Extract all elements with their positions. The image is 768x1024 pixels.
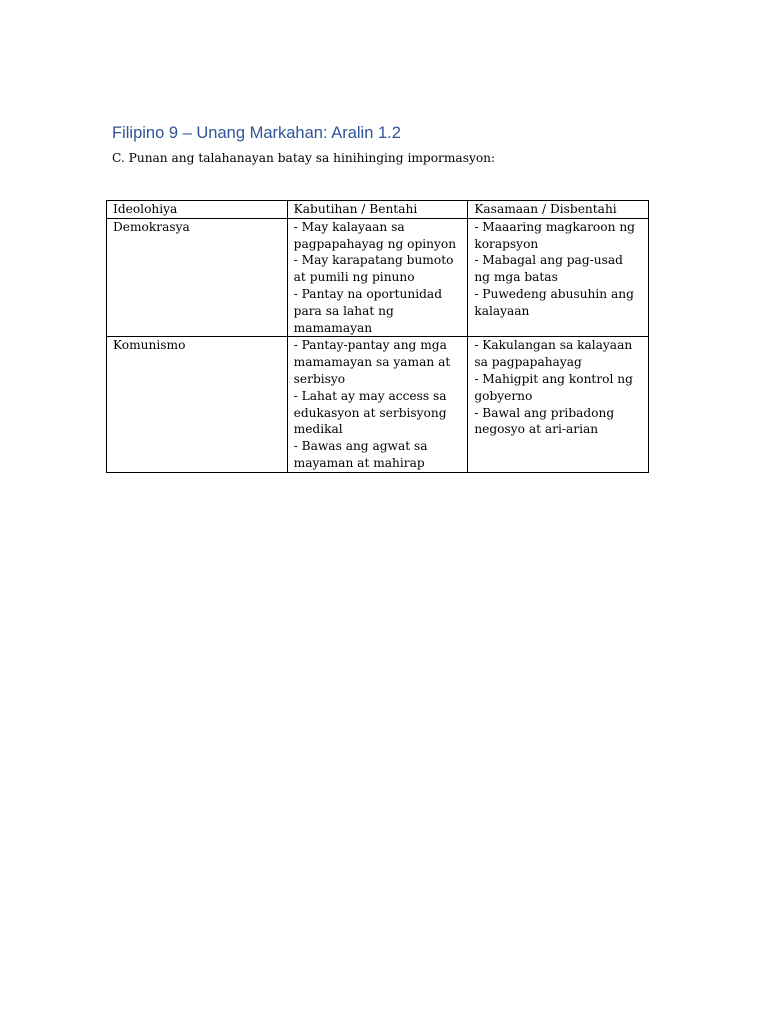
disadvantage-item: - Mabagal ang pag-usad ng mga batas (474, 253, 623, 285)
disadvantage-item: - Mahigpit ang kontrol ng gobyerno (474, 371, 633, 403)
disadvantage-item: - Bawal ang pribadong negosyo at ari-arian (474, 405, 615, 437)
advantage-item: - Pantay-pantay ang mga mamamayan sa yaman at serbisyo (293, 338, 451, 386)
header-advantages: Kabutihan / Bentahi (287, 201, 468, 219)
advantage-item: - Lahat ay may access sa edukasyon at serbisyong medikal (293, 388, 447, 437)
disadvantage-item: - Maaaring magkaroon ng korapsyon (474, 219, 635, 251)
advantage-item: - May kalayaan sa pagpapahayag ng opinyon (293, 219, 457, 251)
advantages-cell (287, 218, 468, 337)
table-row (107, 337, 649, 472)
instruction-text: C. Punan ang talahanayan batay sa hinihinging impormasyon: (112, 151, 496, 165)
ideology-cell: Demokrasya (107, 218, 288, 337)
ideology-table (106, 200, 649, 473)
disadvantage-item: - Puwedeng abusuhin ang kalayaan (474, 286, 634, 318)
advantage-item: - Pantay na oportunidad para sa lahat ng mamamayan (293, 286, 442, 335)
disadvantages-cell (468, 218, 649, 337)
header-ideology: Ideolohiya (107, 201, 288, 219)
disadvantage-item: - Kakulangan sa kalayaan sa pagpapahayag (474, 338, 633, 370)
disadvantages-cell (468, 337, 649, 472)
advantage-item: - May karapatang bumoto at pumili ng pinuno (293, 253, 454, 285)
document-title: Filipino 9 – Unang Markahan: Aralin 1.2 (112, 124, 401, 142)
table-row (107, 218, 649, 337)
header-disadvantages: Kasamaan / Disbentahi (468, 201, 649, 219)
advantage-item: - Bawas ang agwat sa mayaman at mahirap (293, 439, 428, 470)
advantages-cell (287, 337, 468, 472)
table-header-row (107, 201, 649, 219)
ideology-cell: Komunismo (107, 337, 288, 472)
